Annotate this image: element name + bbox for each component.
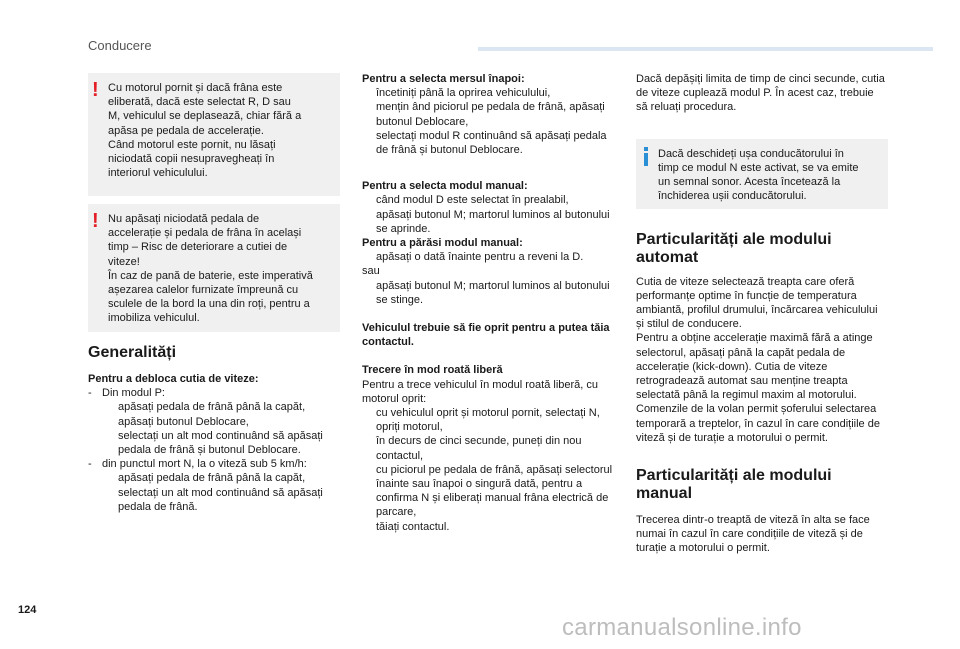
bullet-icon — [362, 520, 376, 534]
bullet-icon — [104, 400, 118, 414]
bullet-icon — [362, 420, 376, 434]
info-text: Dacă deschideți ușa conducătorului în timp ce modul N este activat, se va emite un semnal sonor. Acesta încetează la închiderea ușii conducătorului. — [658, 147, 859, 203]
column-2 — [362, 72, 614, 534]
from-n-line: - din punctul mort N, la o viteză sub 5 km/h: — [88, 458, 307, 471]
list-item: apăsați butonul M; martorul luminos al butonului se aprinde. — [362, 208, 614, 236]
list-item: încetiniți până la oprirea vehiculului, — [362, 86, 614, 100]
list-item: apăsați pedala de frână până la capăt, — [104, 400, 340, 414]
list-item: cu piciorul pe pedala de frână, apăsați selectorul înainte sau înapoi o singură dată, pentru a confirma N și eliberați manual frâna electrică de parcare, — [362, 463, 614, 520]
list-item: apăsați butonul M; martorul luminos al butonului se stinge. — [362, 279, 614, 307]
column-3 — [636, 72, 888, 556]
bullet-icon — [362, 129, 376, 157]
warning-text-1: Cu motorul pornit și dacă frâna este eliberată, dacă este selectat R, D sau M, vehiculul se deplasează, chiar fără a apăsa pe pedala de accelerație. Când motorul este pornit, nu lăsați niciodată copii nesupravegheați în interiorul vehiculului. — [108, 82, 302, 180]
list-item: apăsați butonul Deblocare, — [104, 415, 340, 429]
list-item: tăiați contactul. — [362, 520, 614, 534]
unlock-title: Pentru a debloca cutia de viteze: — [88, 373, 259, 385]
manual-mode-text: Trecerea dintr-o treaptă de viteză în alta se face numai în cazul în care condițiile de viteză și de turație a motorului o permit. — [636, 514, 870, 555]
warning-exclamation-icon: ! — [92, 210, 99, 232]
p-list — [88, 400, 340, 457]
bullet-icon — [362, 463, 376, 520]
automatic-mode-text: Cutia de viteze selectează treapta care oferă performanțe optime în funcție de temperatura ambiantă, profilul drumului, încărcarea vehiculului și stilul de conducere. Pentru a obține accelerație maximă fără a atinge selectorul, apăsați până la capăt pedala de accelerație (kick-down). Cutia de viteze retrogradează automat sau menține treapta selectată până la regimul maxim al motorului. Comenzile de la volan permit șoferului selectarea temporară a treptelor, în cazul în care condițiile de viteză și de turație a motorului o permit. — [636, 275, 880, 444]
list-item: selectați modul R continuând să apăsați pedala de frână și butonul Deblocare. — [362, 129, 614, 157]
column-1 — [88, 73, 340, 514]
timeout-paragraph: Dacă depășiți limita de timp de cinci secunde, cutia de viteze cuplează modul P. În acest caz, trebuie să reluați procedura. — [636, 73, 885, 114]
bullet-icon — [362, 250, 376, 264]
list-item: mențin ând piciorul pe pedala de frână, apăsați butonul Deblocare, — [362, 100, 614, 128]
bullet-icon — [362, 208, 376, 236]
bullet-icon — [104, 486, 118, 514]
page-number: 124 — [18, 604, 37, 616]
bullet-icon — [104, 415, 118, 429]
list-item: apăsați o dată înainte pentru a reveni la D. — [362, 250, 614, 264]
list-item: selectați un alt mod continuând să apăsați pedala de frână. — [104, 486, 340, 514]
warning-box-1 — [88, 73, 340, 196]
warning-box-2 — [88, 204, 340, 332]
warning-exclamation-icon: ! — [92, 79, 99, 101]
bullet-icon — [362, 434, 376, 462]
list-item: cu vehiculul oprit și motorul pornit, selectați N, — [362, 406, 614, 420]
from-p-text: Din modul P: — [102, 387, 165, 400]
heading-manual-mode: Particularități ale modului manual — [636, 467, 832, 503]
list-item: selectați un alt mod continuând să apăsați pedala de frână și butonul Deblocare. — [104, 429, 340, 457]
bullet-icon — [104, 429, 118, 457]
section-title: Conducere — [88, 38, 152, 53]
warning-text-2: Nu apăsați niciodată pedala de accelerație și pedala de frâna în același timp – Risc de deteriorare a cutiei de viteze! În caz de pană de baterie, este imperativă așezarea calelor furnizate împreună cu sculele de la bord la una din roți, pentru a imobiliza vehiculul. — [108, 213, 313, 325]
header-bar — [478, 47, 933, 51]
bullet-icon — [362, 193, 376, 207]
info-icon — [644, 147, 648, 165]
bullet-icon — [362, 100, 376, 128]
watermark: carmanualsonline.info — [562, 614, 802, 641]
bullet-icon — [362, 279, 376, 307]
heading-automatic-mode: Particularități ale modului automat — [636, 230, 832, 266]
freewheel-intro: Pentru a trece vehiculul în modul roată liberă, cu motorul oprit: — [362, 378, 599, 405]
list-item: în decurs de cinci secunde, puneți din nou contactul, — [362, 434, 614, 462]
info-box — [636, 139, 888, 209]
reverse-title: Pentru a selecta mersul înapoi: — [362, 73, 525, 85]
manual-title: Pentru a selecta modul manual: — [362, 180, 528, 193]
freewheel-title: Trecere în mod roată liberă — [362, 364, 503, 377]
n-list — [88, 471, 340, 514]
bullet-icon — [104, 471, 118, 485]
from-p-line: - Din modul P: — [88, 387, 165, 400]
or-text: sau — [362, 265, 380, 278]
list-item: opriți motorul, — [362, 420, 614, 434]
from-n-text: din punctul mort N, la o viteză sub 5 km/h: — [102, 458, 307, 471]
list-item: apăsați pedala de frână până la capăt, — [104, 471, 340, 485]
bullet-icon — [362, 86, 376, 100]
stopped-note: Vehiculul trebuie să fie oprit pentru a putea tăia contactul. — [362, 322, 610, 349]
list-item: când modul D este selectat în prealabil, — [362, 193, 614, 207]
bullet-icon — [362, 406, 376, 420]
exit-title: Pentru a părăsi modul manual: — [362, 237, 523, 250]
heading-general: Generalități — [88, 344, 177, 361]
